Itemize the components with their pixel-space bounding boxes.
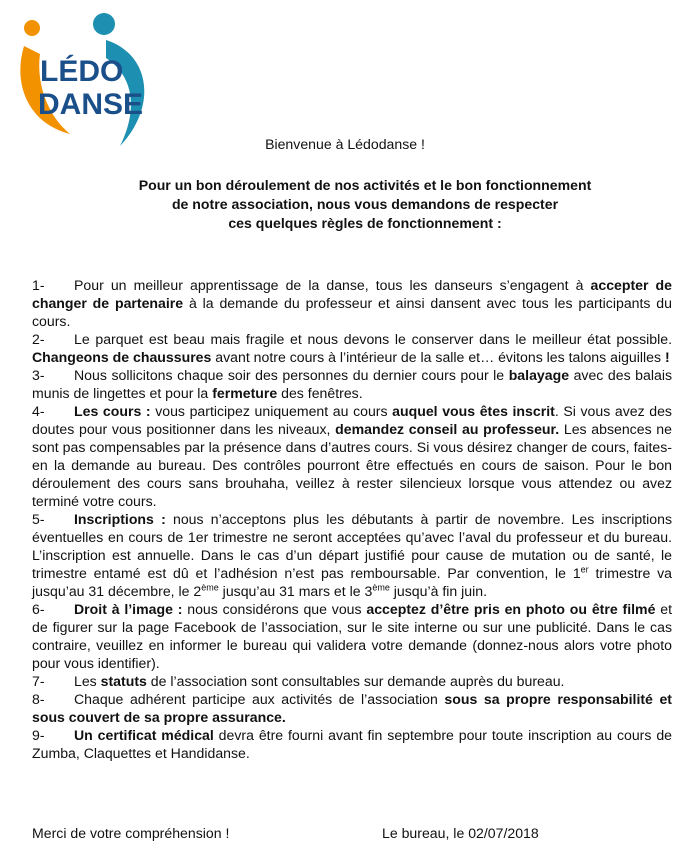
rule-item <box>32 510 672 600</box>
rule-number: 5- <box>32 511 45 527</box>
rule-item <box>32 330 672 366</box>
rule-text: à la demande du professeur et ainsi dansent avec tous les participants du cours. <box>32 295 672 329</box>
rule-text: et de figurer sur la page Facebook de l’association, sur le site interne ou sur une publicité. Dans le cas contraire, veuillez en informer le bureau qui validera votre demande (donnez-nous alors votre photo pour vous identifier). <box>32 601 672 671</box>
rule-emphasis: demandez conseil au professeur. <box>335 421 560 437</box>
ledodanse-logo <box>10 6 160 156</box>
rule-item <box>32 366 672 402</box>
rule-emphasis: Changeons de chaussures <box>32 349 212 365</box>
logo-graphic <box>10 6 160 156</box>
rule-number: 1- <box>32 277 45 293</box>
rule-item <box>32 672 672 690</box>
rule-number: 6- <box>32 601 45 617</box>
rule-item <box>32 600 672 672</box>
rule-emphasis: Droit à l’image : <box>74 601 183 617</box>
rule-emphasis: auquel vous êtes inscrit <box>392 403 555 419</box>
intro-line: de notre association, nous vous demandons de respecter <box>171 196 559 212</box>
rule-text: Le parquet est beau mais fragile et nous devons le conserver dans le meilleur état possible. <box>74 331 672 347</box>
rule-text: . Si vous avez des doutes pour vous positionner dans les niveaux, <box>32 403 672 437</box>
intro-paragraph <box>115 176 615 233</box>
welcome-heading: Bienvenue à Lédodanse ! <box>265 136 425 152</box>
thanks-note: Merci de votre compréhension ! <box>32 825 230 841</box>
rule-text: Pour un meilleur apprentissage de la danse, tous les danseurs s’engagent à <box>74 277 591 293</box>
rule-emphasis: ! <box>664 349 670 365</box>
rule-text: avant notre cours à l’intérieur de la salle et… évitons les talons aiguilles <box>211 349 665 365</box>
logo-line2: DANSE <box>38 88 144 121</box>
rule-item <box>32 690 672 726</box>
rule-emphasis: Les cours : <box>74 403 151 419</box>
rule-text: de l’association sont consultables sur demande auprès du bureau. <box>146 673 565 689</box>
logo-line1: LÉDO <box>40 55 124 88</box>
rule-emphasis: balayage <box>508 367 570 383</box>
rule-item <box>32 276 672 330</box>
rule-item <box>32 402 672 510</box>
rule-text: Les absences ne sont pas compensables par la présence dans d’autres cours. Si vous désirez changer de cours, faites-en la demande au bureau. Des contrôles pourront être effectués en cours de saison. Pour le bon déroulement des cours sans brouhaha, veillez à rester silencieux lorsque vous attendez ou avez terminé votre cours. <box>32 421 672 509</box>
rule-text: avec des balais munis de lingettes et pour la <box>32 367 672 401</box>
rule-text: Chaque adhérent participe aux activités de l’association <box>74 691 445 707</box>
logo-teal-dot <box>93 13 115 35</box>
rule-emphasis: Inscriptions : <box>74 511 166 527</box>
rule-text: ème <box>201 582 219 593</box>
rule-text: er <box>580 564 589 575</box>
intro-line: Pour un bon déroulement de nos activités et le bon fonctionnement <box>138 177 592 193</box>
rule-number: 4- <box>32 403 45 419</box>
rule-number: 2- <box>32 331 45 347</box>
rule-emphasis: fermeture <box>212 385 278 401</box>
rule-number: 3- <box>32 367 45 383</box>
logo-orange-dot <box>24 20 40 36</box>
rule-text: des fenêtres. <box>277 385 363 401</box>
rule-item <box>32 726 672 762</box>
rule-emphasis: accepter de changer de partenaire <box>32 277 673 311</box>
rule-emphasis: sous sa propre responsabilité et sous couvert de sa propre assurance. <box>32 691 673 725</box>
signature-date: Le bureau, le 02/07/2018 <box>382 825 539 841</box>
rule-text: nous considérons que vous <box>182 601 367 617</box>
rule-number: 7- <box>32 673 45 689</box>
rule-text: vous participez uniquement au cours <box>150 403 393 419</box>
rule-text: ème <box>372 582 390 593</box>
rule-text: devra être fourni avant fin septembre pour toute inscription au cours de Zumba, Claquettes et Handidanse. <box>32 727 672 761</box>
rule-emphasis: Un certificat médical <box>74 727 214 743</box>
intro-line: ces quelques règles de fonctionnement : <box>228 215 502 231</box>
rule-emphasis: acceptez d’être pris en photo ou être filmé <box>366 601 656 617</box>
rules-list <box>32 276 672 762</box>
rule-number: 9- <box>32 727 45 743</box>
rule-text: trimestre va jusqu’au 31 décembre, le 2 <box>32 565 673 599</box>
rule-emphasis: statuts <box>100 673 147 689</box>
rule-text: jusqu’à fin juin. <box>389 583 487 599</box>
rule-text: Les <box>74 673 101 689</box>
rule-text: Nous sollicitons chaque soir des personnes du dernier cours pour le <box>74 367 509 383</box>
rule-text: nous n’acceptons plus les débutants à partir de novembre. Les inscriptions éventuelles en cours de 1er trimestre ne seront acceptées qu’avec l’aval du professeur et du bureau. L’inscription est annuelle. Dans le cas d’un départ justifié pour cause de mutation ou de santé, le trimestre entamé est dû et l’adhésion n’est pas remboursable. Par convention, le 1 <box>32 511 672 581</box>
rule-text: jusqu’au 31 mars et le 3 <box>218 583 373 599</box>
rule-number: 8- <box>32 691 45 707</box>
